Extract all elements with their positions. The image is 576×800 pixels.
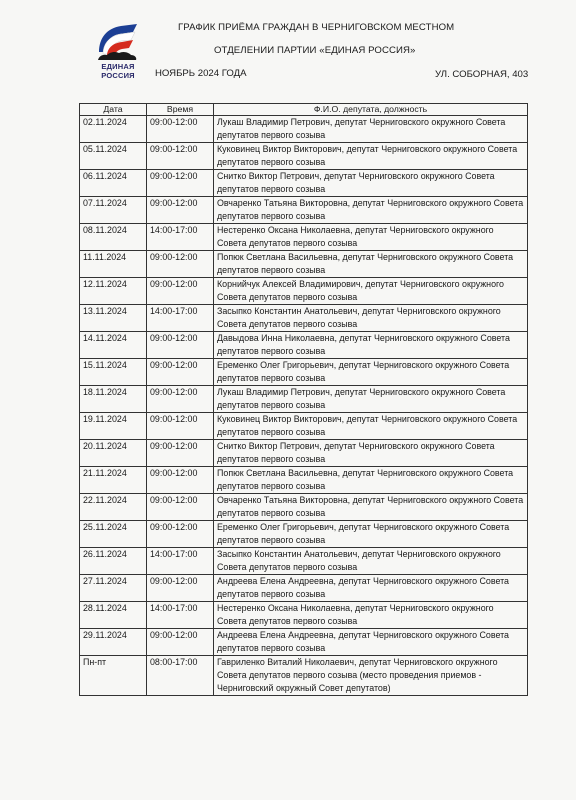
logo-line-2: РОССИЯ	[101, 71, 135, 80]
table-header-row	[80, 104, 528, 116]
cell-person: Нестеренко Оксана Николаевна, депутат Черниговского окружного Совета депутатов первого созыва	[214, 224, 528, 251]
table-row	[80, 629, 528, 656]
cell-date: 18.11.2024	[80, 386, 147, 413]
cell-time: 09:00-12:00	[147, 278, 214, 305]
column-header-time: Время	[147, 104, 214, 116]
cell-person: Нестеренко Оксана Николаевна, депутат Черниговского окружного Совета депутатов первого созыва	[214, 602, 528, 629]
table-row	[80, 359, 528, 386]
cell-time: 09:00-12:00	[147, 116, 214, 143]
table-row	[80, 440, 528, 467]
cell-date: 29.11.2024	[80, 629, 147, 656]
cell-date: 25.11.2024	[80, 521, 147, 548]
table-row	[80, 656, 528, 696]
table-row	[80, 224, 528, 251]
title-line-2: ОТДЕЛЕНИИ ПАРТИИ «ЕДИНАЯ РОССИЯ»	[214, 45, 416, 56]
cell-person: Засыпко Константин Анатольевич, депутат Черниговского окружного Совета депутатов первого созыва	[214, 548, 528, 575]
cell-date: 07.11.2024	[80, 197, 147, 224]
cell-person: Лукаш Владимир Петрович, депутат Черниговского окружного Совета депутатов первого созыва	[214, 116, 528, 143]
cell-date: 06.11.2024	[80, 170, 147, 197]
table-row	[80, 251, 528, 278]
cell-date: 02.11.2024	[80, 116, 147, 143]
address: УЛ. СОБОРНАЯ, 403	[435, 69, 529, 80]
cell-person: Лукаш Владимир Петрович, депутат Черниговского окружного Совета депутатов первого созыва	[214, 386, 528, 413]
cell-date: 28.11.2024	[80, 602, 147, 629]
cell-time: 09:00-12:00	[147, 467, 214, 494]
cell-time: 09:00-12:00	[147, 440, 214, 467]
schedule-table	[79, 103, 528, 696]
table-row	[80, 494, 528, 521]
cell-person: Корнийчук Алексей Владимирович, депутат Черниговского окружного Совета депутатов первого созыва	[214, 278, 528, 305]
cell-person: Овчаренко Татьяна Викторовна, депутат Черниговского окружного Совета депутатов первого созыва	[214, 494, 528, 521]
cell-time: 09:00-12:00	[147, 170, 214, 197]
cell-time: 08:00-17:00	[147, 656, 214, 696]
cell-date: 08.11.2024	[80, 224, 147, 251]
cell-person: Куковинец Виктор Викторович, депутат Черниговского окружного Совета депутатов первого созыва	[214, 413, 528, 440]
cell-person: Еременко Олег Григорьевич, депутат Черниговского окружного Совета депутатов первого созыва	[214, 521, 528, 548]
cell-date: 19.11.2024	[80, 413, 147, 440]
cell-person: Давыдова Инна Николаевна, депутат Черниговского окружного Совета депутатов первого созыва	[214, 332, 528, 359]
table-row	[80, 467, 528, 494]
cell-date: 14.11.2024	[80, 332, 147, 359]
cell-date: 22.11.2024	[80, 494, 147, 521]
cell-person: Куковинец Виктор Викторович, депутат Черниговского окружного Совета депутатов первого созыва	[214, 143, 528, 170]
cell-date: 21.11.2024	[80, 467, 147, 494]
cell-time: 09:00-12:00	[147, 413, 214, 440]
title-line-1: ГРАФИК ПРИЁМА ГРАЖДАН В ЧЕРНИГОВСКОМ МЕСТНОМ	[178, 22, 455, 33]
logo-line-1: ЕДИНАЯ	[101, 62, 135, 71]
cell-person: Засыпко Константин Анатольевич, депутат Черниговского окружного Совета депутатов первого созыва	[214, 305, 528, 332]
table-row	[80, 170, 528, 197]
cell-time: 09:00-12:00	[147, 251, 214, 278]
cell-person: Гавриленко Виталий Николаевич, депутат Черниговского окружного Совета депутатов первого созыва (место проведения приемов - Черниговский окружный Совет депутатов)	[214, 656, 528, 696]
table-row	[80, 332, 528, 359]
cell-time: 09:00-12:00	[147, 494, 214, 521]
cell-date: Пн-пт	[80, 656, 147, 696]
table-row	[80, 143, 528, 170]
cell-date: 11.11.2024	[80, 251, 147, 278]
cell-time: 14:00-17:00	[147, 548, 214, 575]
table-row	[80, 197, 528, 224]
cell-person: Попюк Светлана Васильевна, депутат Черниговского окружного Совета депутатов первого созыва	[214, 467, 528, 494]
cell-date: 26.11.2024	[80, 548, 147, 575]
table-row	[80, 413, 528, 440]
cell-time: 09:00-12:00	[147, 359, 214, 386]
table-row	[80, 602, 528, 629]
cell-person: Снитко Виктор Петрович, депутат Черниговского окружного Совета депутатов первого созыва	[214, 440, 528, 467]
cell-person: Андреева Елена Андреевна, депутат Черниговского окружного Совета депутатов первого созыва	[214, 629, 528, 656]
cell-time: 14:00-17:00	[147, 224, 214, 251]
cell-time: 09:00-12:00	[147, 386, 214, 413]
cell-person: Снитко Виктор Петрович, депутат Черниговского окружного Совета депутатов первого созыва	[214, 170, 528, 197]
cell-person: Андреева Елена Андреевна, депутат Черниговского окружного Совета депутатов первого созыва	[214, 575, 528, 602]
cell-time: 09:00-12:00	[147, 197, 214, 224]
table-row	[80, 116, 528, 143]
cell-time: 09:00-12:00	[147, 143, 214, 170]
cell-person: Овчаренко Татьяна Викторовна, депутат Черниговского окружного Совета депутатов первого созыва	[214, 197, 528, 224]
cell-time: 09:00-12:00	[147, 332, 214, 359]
cell-date: 20.11.2024	[80, 440, 147, 467]
cell-time: 14:00-17:00	[147, 305, 214, 332]
cell-person: Попюк Светлана Васильевна, депутат Черниговского окружного Совета депутатов первого созыва	[214, 251, 528, 278]
cell-time: 09:00-12:00	[147, 575, 214, 602]
table-row	[80, 278, 528, 305]
cell-date: 13.11.2024	[80, 305, 147, 332]
cell-time: 09:00-12:00	[147, 521, 214, 548]
cell-date: 27.11.2024	[80, 575, 147, 602]
table-row	[80, 521, 528, 548]
column-header-date: Дата	[80, 104, 147, 116]
cell-date: 15.11.2024	[80, 359, 147, 386]
bear-flag-logo-icon	[93, 22, 143, 94]
table-row	[80, 575, 528, 602]
cell-date: 12.11.2024	[80, 278, 147, 305]
table-row	[80, 386, 528, 413]
cell-person: Еременко Олег Григорьевич, депутат Черниговского окружного Совета депутатов первого созыва	[214, 359, 528, 386]
cell-time: 09:00-12:00	[147, 629, 214, 656]
table-row	[80, 305, 528, 332]
column-header-person: Ф.И.О. депутата, должность	[214, 104, 528, 116]
period: НОЯБРЬ 2024 ГОДА	[155, 68, 247, 79]
cell-date: 05.11.2024	[80, 143, 147, 170]
logo-wordmark	[88, 62, 148, 80]
cell-time: 14:00-17:00	[147, 602, 214, 629]
table-row	[80, 548, 528, 575]
